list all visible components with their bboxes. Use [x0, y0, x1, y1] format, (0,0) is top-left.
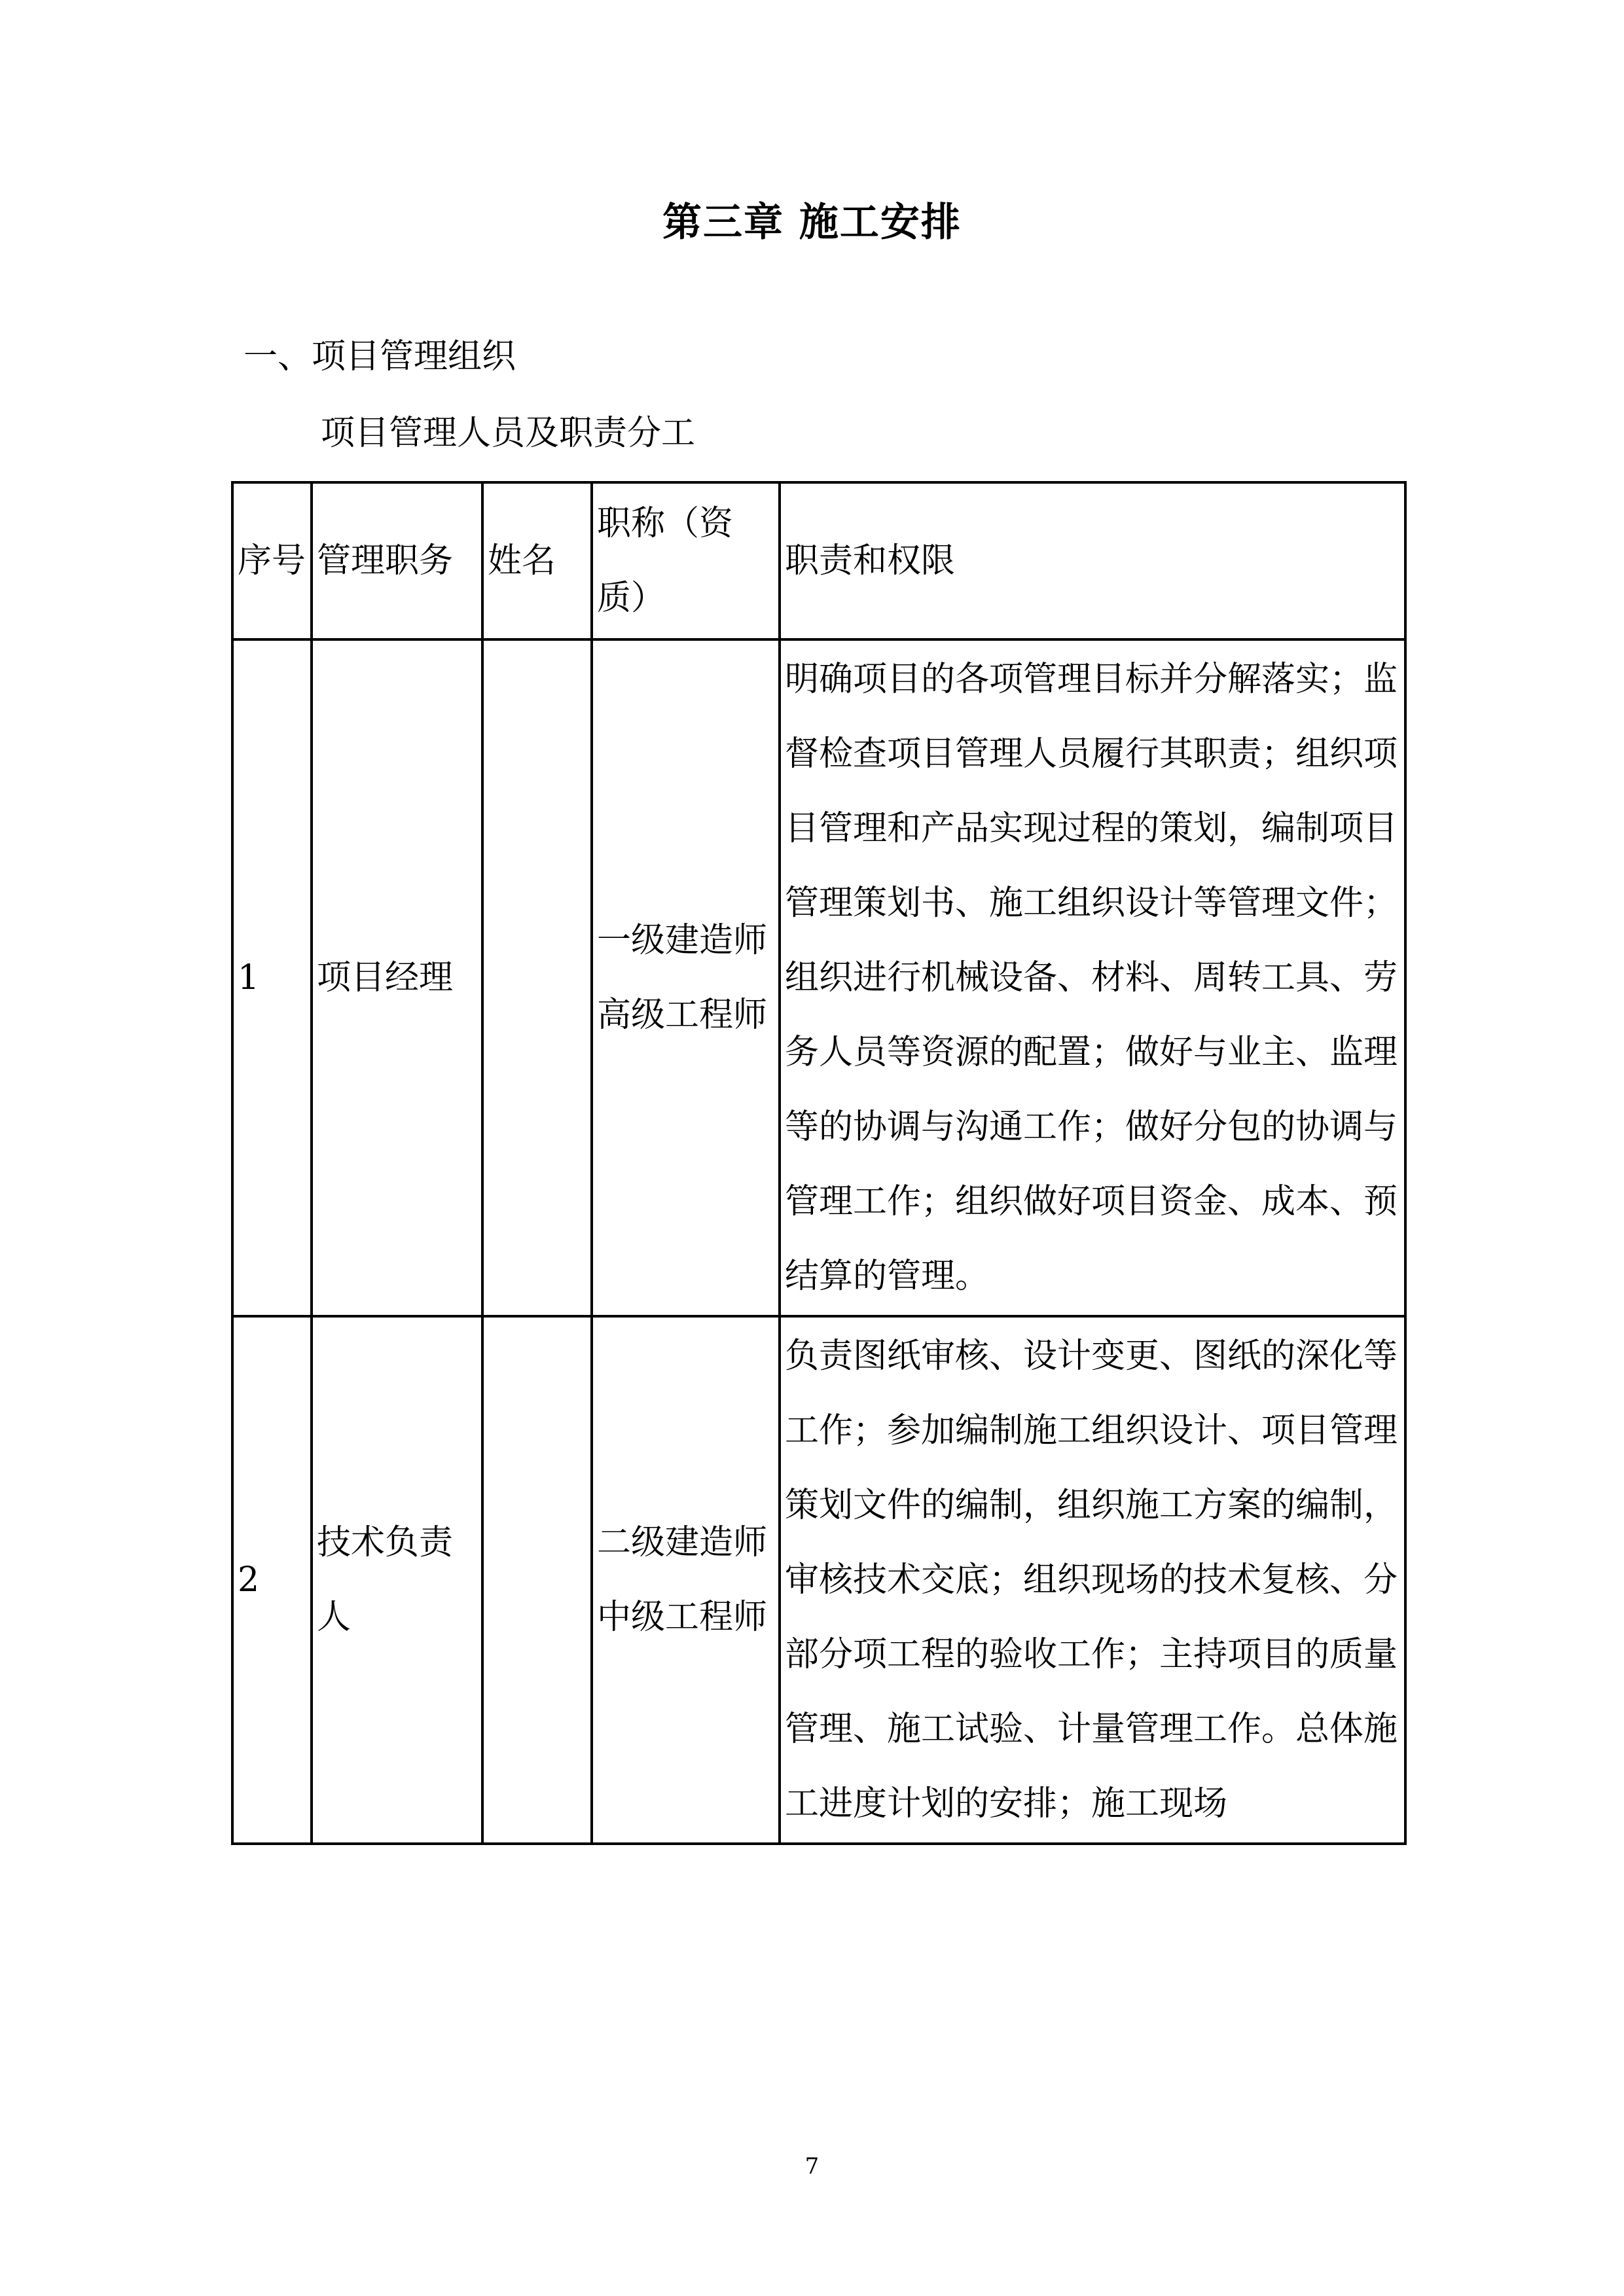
header-seq: 序号	[232, 482, 312, 639]
row-title	[592, 639, 780, 1316]
page-number: 7	[804, 2153, 820, 2179]
row-name	[482, 639, 592, 1316]
table-caption: 项目管理人员及职责分工	[321, 414, 696, 453]
row-title-line: 二级建造师	[597, 1523, 768, 1562]
row-seq: 2	[232, 1316, 312, 1844]
row-title-line: 高级工程师	[597, 996, 768, 1035]
row-role: 技术负责人	[312, 1316, 482, 1844]
table-header-row	[232, 482, 1405, 639]
header-role: 管理职务	[312, 482, 482, 639]
table-row	[232, 1316, 1405, 1844]
row-title-line: 中级工程师	[597, 1598, 768, 1637]
row-role: 项目经理	[312, 639, 482, 1316]
table-row	[232, 639, 1405, 1316]
row-seq: 1	[232, 639, 312, 1316]
staff-duty-table	[231, 481, 1407, 1845]
header-name: 姓名	[482, 482, 592, 639]
header-duty: 职责和权限	[780, 482, 1405, 639]
row-duty: 负责图纸审核、设计变更、图纸的深化等工作；参加编制施工组织设计、项目管理策划文件的编制，组织施工方案的编制，审核技术交底；组织现场的技术复核、分部分项工程的验收工作；主持项目的质量管理、施工试验、计量管理工作。总体施工进度计划的安排；施工现场	[780, 1316, 1405, 1844]
row-duty: 明确项目的各项管理目标并分解落实；监督检查项目管理人员履行其职责；组织项目管理和产品实现过程的策划，编制项目管理策划书、施工组织设计等管理文件；组织进行机械设备、材料、周转工具、劳务人员等资源的配置；做好与业主、监理等的协调与沟通工作；做好分包的协调与管理工作；组织做好项目资金、成本、预结算的管理。	[780, 639, 1405, 1316]
row-name	[482, 1316, 592, 1844]
row-title-line: 一级建造师	[597, 921, 768, 960]
row-title	[592, 1316, 780, 1844]
section-heading: 一、项目管理组织	[244, 337, 516, 376]
page-title: 第三章 施工安排	[662, 200, 962, 245]
header-title: 职称（资质）	[592, 482, 780, 639]
